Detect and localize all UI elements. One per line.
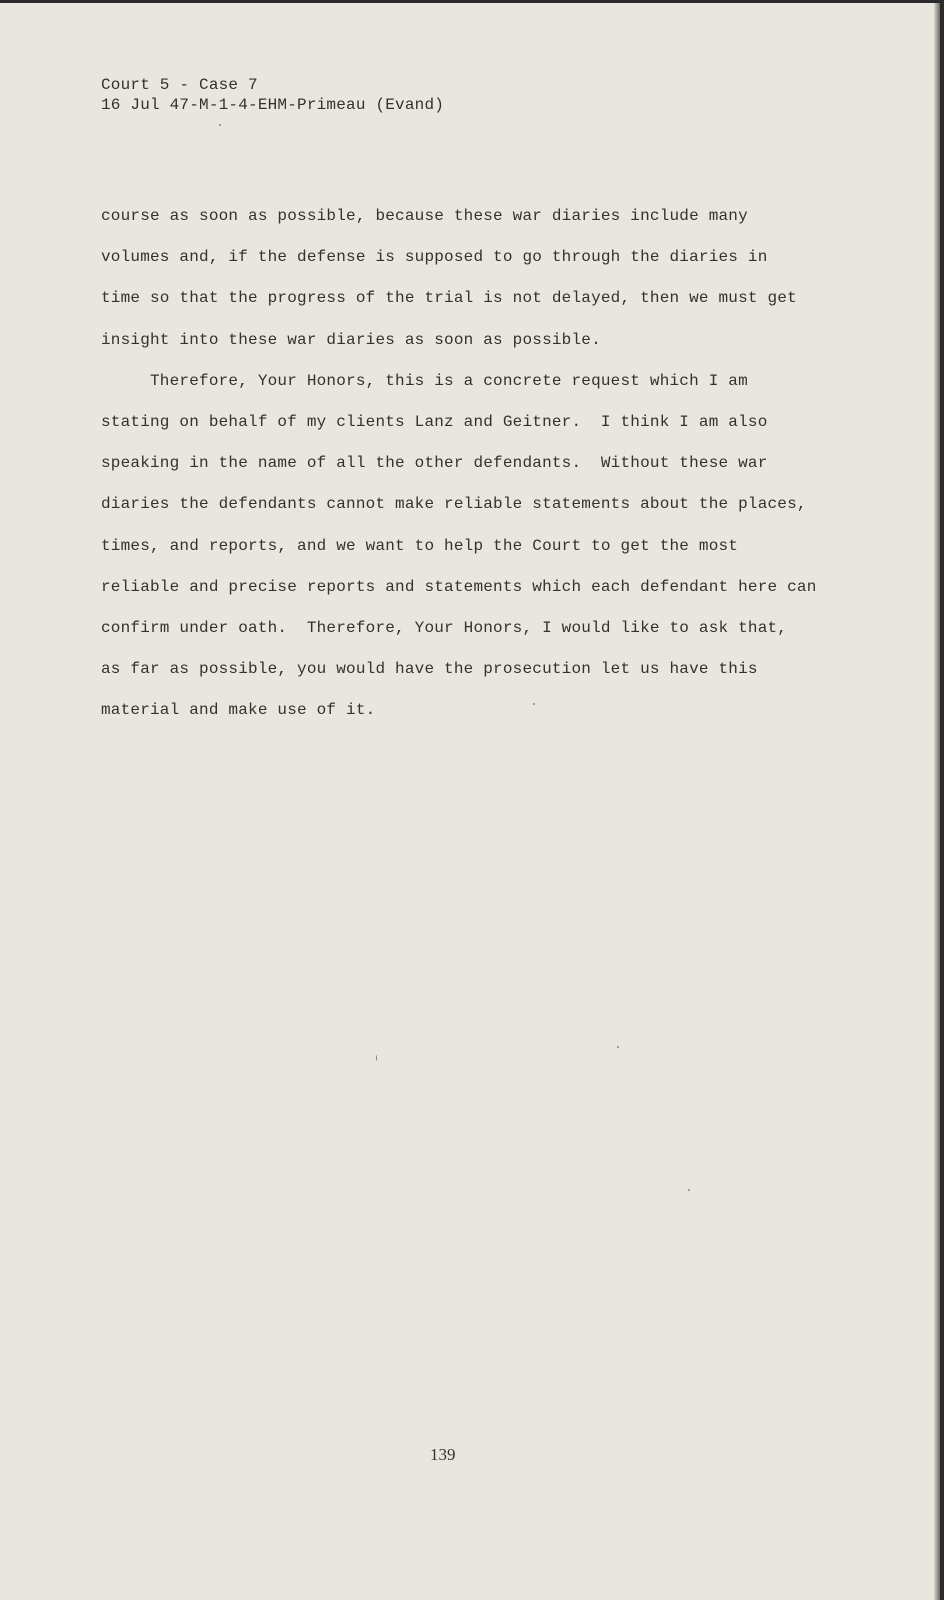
paper-speck [219,124,221,126]
document-header [101,75,444,115]
text-line: times, and reports, and we want to help the Court to get the most [101,536,739,555]
case-reference: Court 5 - Case 7 [101,76,258,94]
text-line: diaries the defendants cannot make reliable statements about the places, [101,495,807,514]
text-line: stating on behalf of my clients Lanz and Geitner. I think I am also [101,412,768,431]
paper-speck [376,1055,377,1061]
text-line: volumes and, if the defense is supposed to go through the diaries in [101,248,768,267]
paper-edge [934,3,940,1600]
text-line: reliable and precise reports and statements which each defendant here can [101,577,817,596]
session-reference: 16 Jul 47-M-1-4-EHM-Primeau (Evand) [101,96,445,114]
text-line: speaking in the name of all the other defendants. Without these war [101,454,768,473]
transcript-body [101,196,901,731]
text-line: time so that the progress of the trial is not delayed, then we must get [101,289,797,308]
text-line: course as soon as possible, because these war diaries include many [101,207,748,225]
text-line: insight into these war diaries as soon as possible. [101,330,601,349]
page-number: 139 [430,1445,456,1464]
text-line: confirm under oath. Therefore, Your Honors, I would like to ask that, [101,618,788,637]
text-line: material and make use of it. [101,701,376,720]
paper-speck [533,703,535,705]
text-line: Therefore, Your Honors, this is a concrete request which I am [101,371,748,390]
text-line: as far as possible, you would have the prosecution let us have this [101,660,758,679]
paper-speck [617,1046,619,1048]
paper-speck [688,1189,690,1191]
